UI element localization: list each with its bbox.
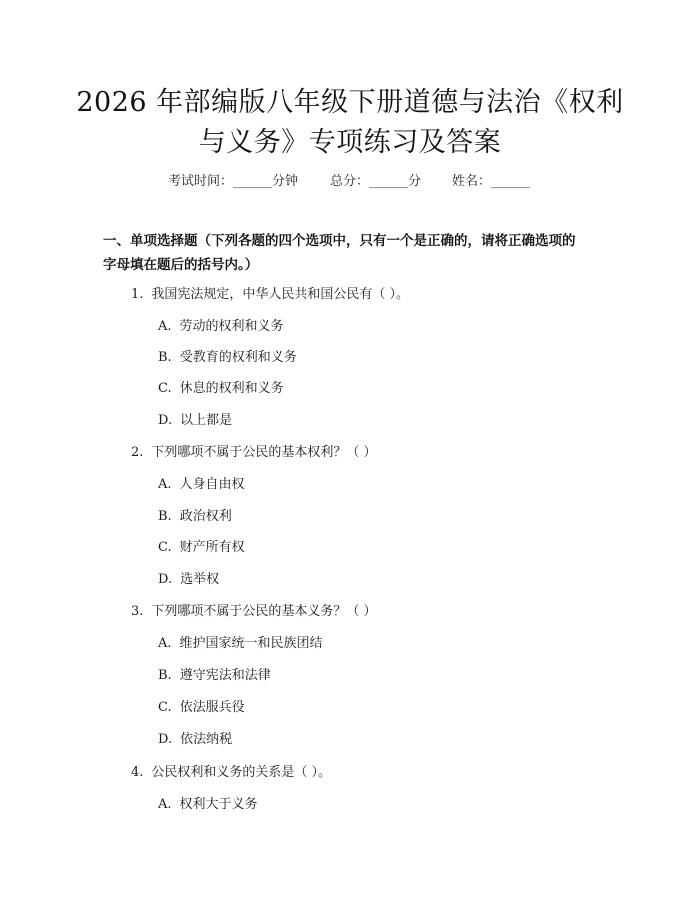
student-name-field: 姓名：______ xyxy=(452,174,531,189)
question-3-option-b xyxy=(158,664,271,683)
question-number: 4. xyxy=(131,765,144,780)
question-text: 我国宪法规定，中华人民共和国公民有（ ）。 xyxy=(151,287,410,302)
option-letter: A. xyxy=(158,477,172,492)
question-number: 2. xyxy=(131,445,144,460)
question-1-option-c xyxy=(158,377,284,396)
option-letter: B. xyxy=(158,668,172,683)
question-text: 公民权利和义务的关系是（ ）。 xyxy=(151,765,332,780)
option-letter: B. xyxy=(158,350,172,365)
question-text: 下列哪项不属于公民的基本义务？（ ） xyxy=(151,604,377,619)
question-3-option-c xyxy=(158,696,245,715)
question-number: 1. xyxy=(131,287,144,302)
option-letter: C. xyxy=(158,700,172,715)
document-title-line-2: 与义务》专项练习及答案 xyxy=(198,127,502,158)
question-4-option-a xyxy=(158,793,258,812)
option-letter: A. xyxy=(158,636,172,651)
question-1-option-b xyxy=(158,346,297,365)
option-letter: C. xyxy=(158,381,172,396)
option-letter: D. xyxy=(158,732,173,747)
option-letter: A. xyxy=(158,319,172,334)
exam-time-field: 考试时间：______分钟 xyxy=(168,174,299,189)
question-2-option-d xyxy=(158,568,219,587)
option-letter: A. xyxy=(158,797,172,812)
option-text: 休息的权利和义务 xyxy=(179,381,284,396)
question-1 xyxy=(131,283,409,302)
option-text: 受教育的权利和义务 xyxy=(179,350,297,365)
question-1-option-a xyxy=(158,315,284,334)
option-text: 遵守宪法和法律 xyxy=(179,668,271,683)
option-text: 权利大于义务 xyxy=(179,797,258,812)
question-2-option-c xyxy=(158,536,245,555)
question-3 xyxy=(131,600,377,619)
option-letter: D. xyxy=(158,572,173,587)
option-text: 政治权利 xyxy=(179,509,232,524)
option-text: 人身自由权 xyxy=(179,477,245,492)
option-text: 以上都是 xyxy=(180,413,233,428)
option-letter: B. xyxy=(158,509,172,524)
document-title-line-1: 2026 年部编版八年级下册道德与法治《权利 xyxy=(76,87,624,118)
option-text: 依法纳税 xyxy=(180,732,233,747)
question-3-option-d xyxy=(158,728,232,747)
option-letter: D. xyxy=(158,413,173,428)
total-score-field: 总分：______分 xyxy=(330,174,422,189)
option-text: 劳动的权利和义务 xyxy=(179,319,284,334)
question-3-option-a xyxy=(158,632,323,651)
section-heading-line-2: 字母填在题后的括号内。） xyxy=(103,257,259,273)
question-4 xyxy=(131,761,331,780)
option-text: 依法服兵役 xyxy=(179,700,245,715)
option-text: 财产所有权 xyxy=(179,540,245,555)
question-2-option-a xyxy=(158,473,245,492)
question-2 xyxy=(131,441,377,460)
option-text: 选举权 xyxy=(180,572,220,587)
question-number: 3. xyxy=(131,604,144,619)
question-1-option-d xyxy=(158,409,232,428)
option-text: 维护国家统一和民族团结 xyxy=(179,636,323,651)
question-2-option-b xyxy=(158,505,232,524)
section-heading-line-1: 一、单项选择题（下列各题的四个选项中，只有一个是正确的，请将正确选项的 xyxy=(103,233,576,249)
option-letter: C. xyxy=(158,540,172,555)
question-text: 下列哪项不属于公民的基本权利？（ ） xyxy=(151,445,377,460)
